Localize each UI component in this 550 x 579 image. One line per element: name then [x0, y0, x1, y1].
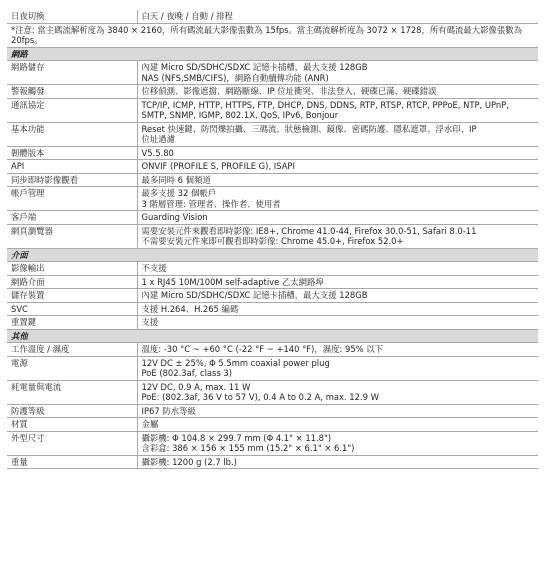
spec-value — [137, 85, 538, 99]
spec-value-line: 不支援 — [141, 263, 167, 273]
spec-value-line: 不需要安裝元件來即可觀看即時影像: Chrome 45.0+, Firefox 52.0+ — [141, 236, 404, 246]
spec-label: 通訊協定 — [7, 98, 137, 122]
spec-value — [137, 211, 538, 225]
spec-value-line: 支援 H.264、H.265 編碼 — [141, 303, 239, 314]
spec-value-line: 內建 Micro SD/SDHC/SDXC 記憶卡插槽，最大支援 128GB — [141, 290, 368, 300]
spec-value-line: 最多同時 6 個頻道 — [141, 174, 211, 185]
spec-row — [7, 160, 538, 174]
spec-row — [7, 380, 538, 404]
spec-value — [137, 431, 538, 455]
spec-value-line: 金屬 — [141, 419, 159, 429]
spec-row — [7, 85, 538, 99]
spec-row — [7, 122, 538, 146]
spec-row — [7, 187, 538, 211]
spec-value — [137, 404, 538, 418]
spec-row — [7, 61, 538, 85]
spec-value — [137, 356, 538, 380]
spec-row — [7, 289, 538, 303]
spec-row — [7, 455, 538, 469]
section-title: 介面 — [7, 248, 538, 262]
spec-row-day-night — [7, 10, 538, 23]
spec-value-line: 12V DC ± 25%, Φ 5.5mm coaxial power plug — [141, 357, 330, 368]
spec-label: 客戶端 — [7, 211, 137, 225]
spec-value-line: 12V DC, 0.9 A, max. 11 W — [141, 381, 251, 392]
spec-value — [137, 316, 538, 330]
resolution-note: *注意: 當主碼流解析度為 3840 × 2160，所有碼流最大影像張數為 15fps。當主碼流解析度為 3072 × 1728，所有碼流最大影像張數為 20fps。 — [7, 23, 538, 47]
spec-value-line: Reset 快速鍵、防閃爍拍攝、三碼流、狀態檢測、鏡像、密碼防護、隱私遮罩、浮水印、IP — [141, 123, 477, 134]
spec-label: 同步即時影像觀看 — [7, 173, 137, 187]
spec-label: 警報觸發 — [7, 85, 137, 99]
spec-value-line: IP67 防水等級 — [141, 405, 196, 416]
spec-value-line: TCP/IP, ICMP, HTTP, HTTPS, FTP, DHCP, DNS, DDNS, RTP, RTSP, RTCP, PPPoE, NTP, UPnP, — [141, 99, 509, 110]
spec-value — [137, 262, 538, 276]
spec-label: 網路介面 — [7, 275, 137, 289]
spec-row — [7, 356, 538, 380]
spec-label: 基本功能 — [7, 122, 137, 146]
spec-value — [137, 61, 538, 85]
spec-value — [137, 380, 538, 404]
spec-value-line: 攝影機: 1200 g (2.7 lb.) — [141, 456, 237, 467]
spec-label: API — [7, 160, 137, 174]
spec-label: 電源 — [7, 356, 137, 380]
spec-label: SVC — [7, 302, 137, 316]
spec-value-line: 攝影機: Φ 104.8 × 299.7 mm (Φ 4.1" × 11.8") — [141, 432, 332, 443]
spec-value-line: 3 階層管理: 管理者、操作者、使用者 — [141, 198, 281, 209]
spec-value — [137, 455, 538, 469]
section-header — [7, 47, 538, 61]
spec-value-line: 位移偵測、影像遮擋、網路斷線、IP 位址衝突、非法登入、硬碟已滿、硬碟錯誤 — [141, 86, 437, 96]
spec-row — [7, 316, 538, 330]
spec-value-line: 1 x RJ45 10M/100M self-adaptive 乙太網路埠 — [141, 276, 324, 287]
spec-table-body — [7, 10, 538, 469]
spec-value — [137, 302, 538, 316]
spec-label: 防護等級 — [7, 404, 137, 418]
spec-value — [137, 275, 538, 289]
spec-row — [7, 343, 538, 357]
spec-value — [137, 224, 538, 248]
spec-value-line: PoE: (802.3af, 36 V to 57 V), 0.4 A to 0.2 A, max. 12.9 W — [141, 392, 379, 402]
spec-label: 工作溫度 / 濕度 — [7, 343, 137, 357]
spec-value — [137, 98, 538, 122]
spec-value-line: SMTP, SNMP, IGMP, 802.1X, QoS, IPv6, Bonjour — [141, 110, 339, 120]
spec-row — [7, 98, 538, 122]
spec-label: 網路儲存 — [7, 61, 137, 85]
spec-row — [7, 275, 538, 289]
resolution-note-row — [7, 23, 538, 47]
section-header — [7, 329, 538, 343]
spec-value-line: 最多支援 32 個帳戶 — [141, 188, 217, 198]
spec-row — [7, 431, 538, 455]
spec-label: 帳戶管理 — [7, 187, 137, 211]
section-title: 網路 — [7, 47, 538, 61]
spec-label: 重量 — [7, 455, 137, 469]
spec-label: 韌體版本 — [7, 146, 137, 160]
spec-row — [7, 211, 538, 225]
spec-label: 外型尺寸 — [7, 431, 137, 455]
spec-label: 材質 — [7, 418, 137, 432]
spec-label: 重置鍵 — [7, 316, 137, 330]
spec-value — [137, 289, 538, 303]
spec-label: 網頁瀏覽器 — [7, 224, 137, 248]
section-title: 其他 — [7, 329, 538, 343]
spec-value — [137, 146, 538, 160]
spec-row — [7, 146, 538, 160]
spec-value-line: 內建 Micro SD/SDHC/SDXC 記憶卡插槽，最大支援 128GB — [141, 62, 368, 72]
spec-value — [137, 343, 538, 357]
spec-row — [7, 404, 538, 418]
section-header — [7, 248, 538, 262]
spec-value-line: ONVIF (PROFILE S, PROFILE G), ISAPI — [141, 161, 295, 171]
spec-value — [137, 173, 538, 187]
spec-label: 耗電量與電流 — [7, 380, 137, 404]
spec-value-line: V5.5.80 — [141, 147, 174, 158]
spec-value-line: 白天 / 夜晚 / 自動 / 排程 — [141, 11, 233, 21]
spec-value-line: 支援 — [141, 317, 159, 327]
spec-row — [7, 224, 538, 248]
spec-value-line: 溫度: -30 °C ~ +60 °C (-22 °F ~ +140 °F)，濕度: 95% 以下 — [141, 344, 384, 354]
spec-label: 儲存裝置 — [7, 289, 137, 303]
spec-value-line: PoE (802.3af, class 3) — [141, 368, 233, 378]
spec-value-line: 含彩盒: 386 × 156 × 155 mm (15.2" × 6.1" × 6.1") — [141, 443, 355, 453]
spec-value — [137, 122, 538, 146]
spec-row — [7, 173, 538, 187]
spec-row — [7, 262, 538, 276]
spec-value-line: 需要安裝元件來觀看即時影像: IE8+, Chrome 41.0-44, Firefox 30.0-51, Safari 8.0-11 — [141, 225, 477, 236]
spec-value — [137, 160, 538, 174]
spec-label: 日夜切換 — [7, 10, 137, 23]
spec-row — [7, 302, 538, 316]
spec-value — [137, 187, 538, 211]
spec-value — [137, 10, 538, 23]
spec-value-line: 位址過濾 — [141, 134, 175, 144]
spec-row — [7, 418, 538, 432]
spec-label: 影像輸出 — [7, 262, 137, 276]
spec-value-line: Guarding Vision — [141, 212, 208, 222]
spec-value-line: NAS (NFS,SMB/CIFS)，網路自動續傳功能 (ANR) — [141, 72, 329, 83]
spec-value — [137, 418, 538, 432]
spec-table — [7, 10, 538, 469]
